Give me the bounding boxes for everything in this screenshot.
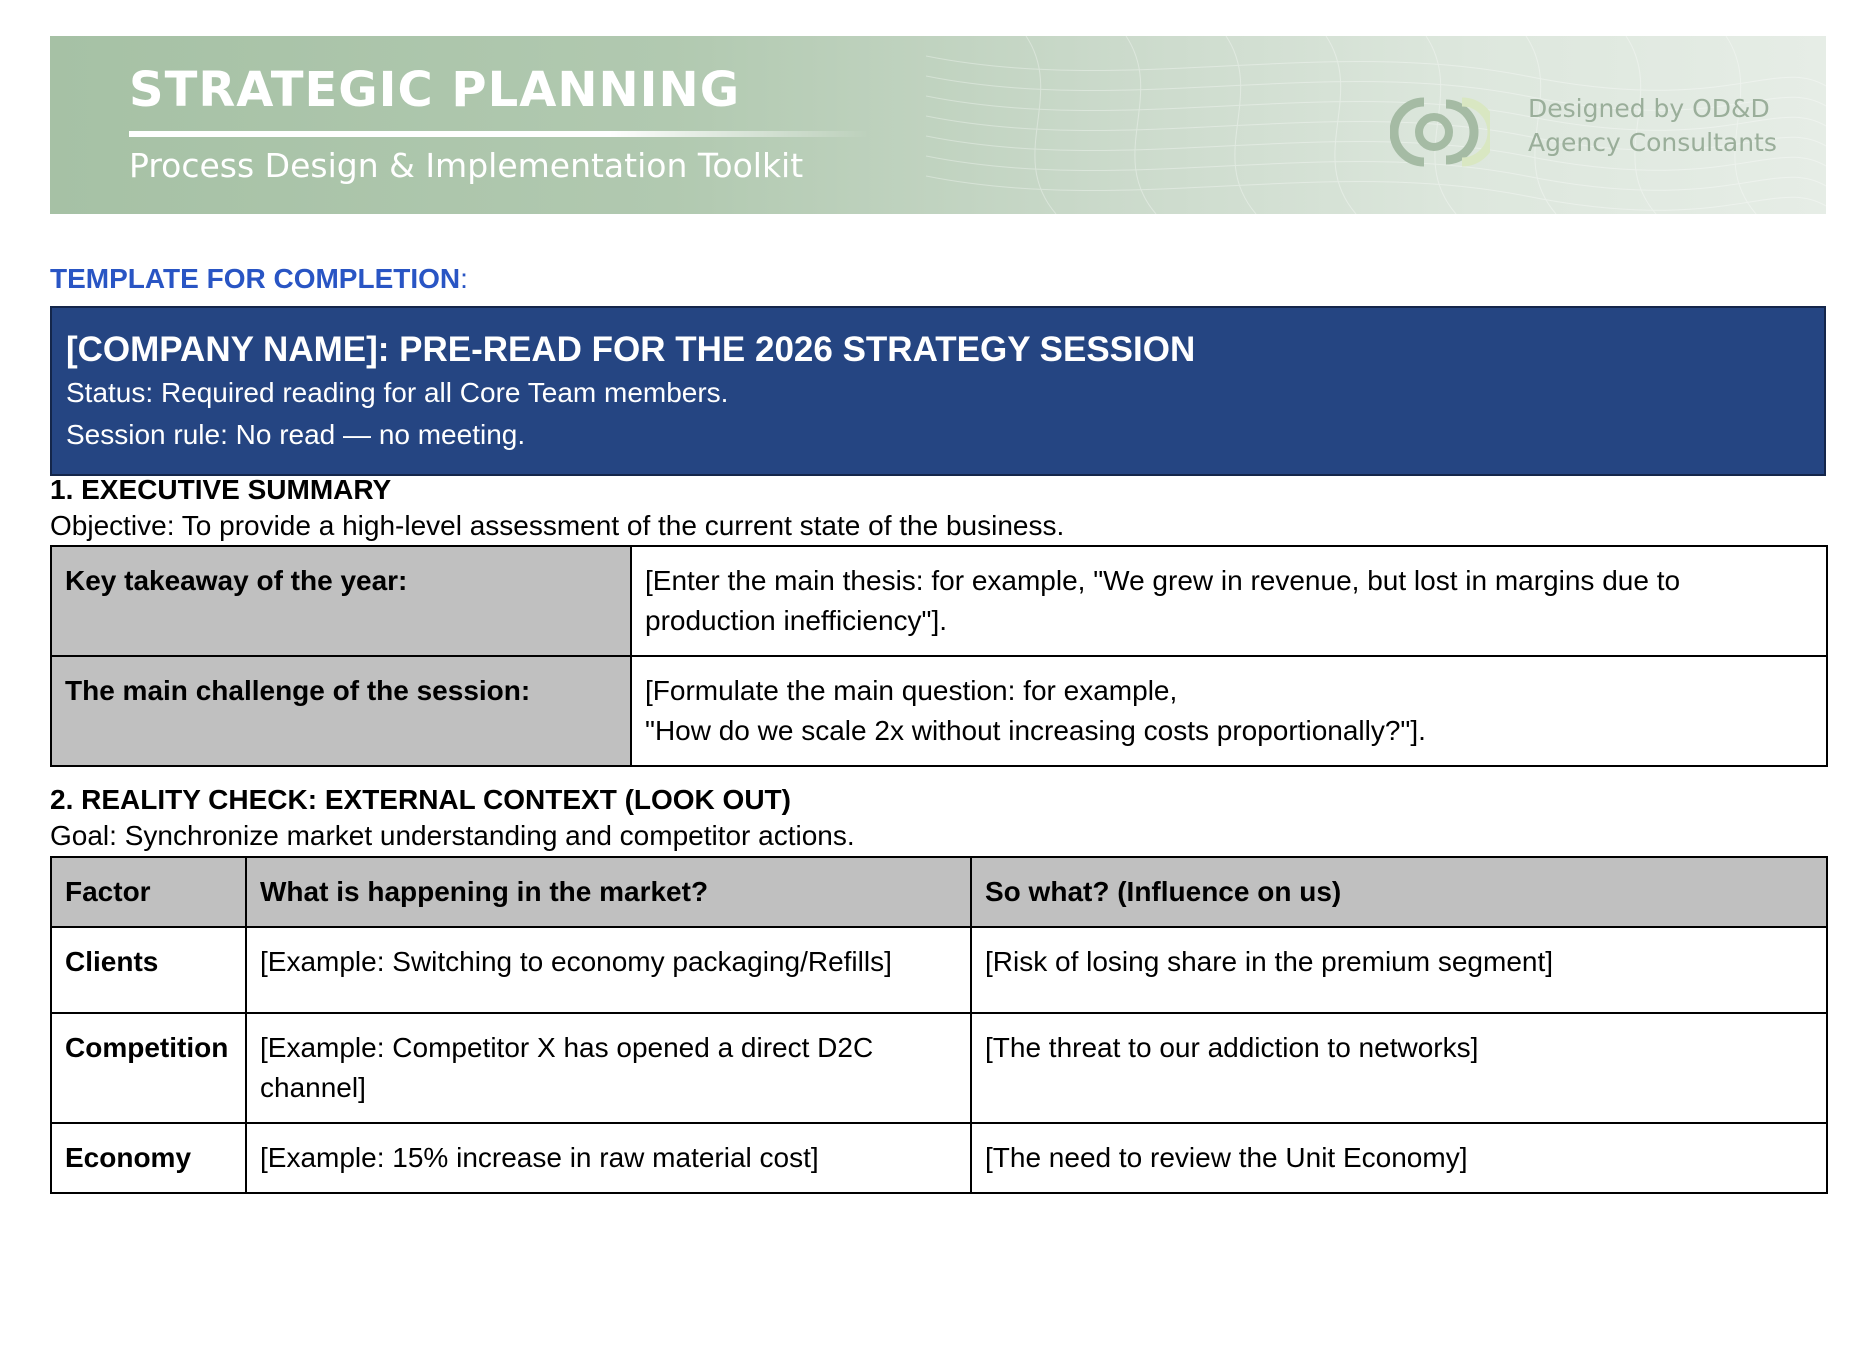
column-header-market: What is happening in the market? bbox=[246, 857, 971, 927]
document-status: Status: Required reading for all Core Team members. bbox=[66, 377, 729, 408]
section-2-heading: 2. REALITY CHECK: EXTERNAL CONTEXT (LOOK OUT) bbox=[50, 784, 791, 815]
document-header-box bbox=[50, 306, 1826, 476]
row-label: Key takeaway of the year: bbox=[51, 546, 631, 656]
row-value-line: [Formulate the main question: for example, bbox=[645, 675, 1178, 706]
market-cell[interactable]: [Example: Competitor X has opened a direct D2C channel] bbox=[246, 1013, 971, 1123]
banner-divider bbox=[129, 131, 869, 137]
table-row bbox=[51, 1123, 1827, 1193]
banner-subtitle: Process Design & Implementation Toolkit bbox=[129, 146, 804, 185]
document-title: [COMPANY NAME]: PRE-READ FOR THE 2026 STRATEGY SESSION bbox=[66, 330, 1196, 369]
factor-cell: Competition bbox=[51, 1013, 246, 1123]
credit-line-1: Designed by OD&D bbox=[1528, 94, 1770, 123]
market-cell[interactable]: [Example: Switching to economy packaging/Refills] bbox=[246, 927, 971, 1013]
table-header-row bbox=[51, 857, 1827, 927]
impact-cell[interactable]: [The need to review the Unit Economy] bbox=[971, 1123, 1827, 1193]
table-row bbox=[51, 546, 1827, 656]
impact-cell[interactable]: [Risk of losing share in the premium segment] bbox=[971, 927, 1827, 1013]
row-label: The main challenge of the session: bbox=[51, 656, 631, 766]
factor-cell: Economy bbox=[51, 1123, 246, 1193]
document-page bbox=[50, 36, 1826, 1173]
header-banner bbox=[50, 36, 1826, 214]
row-value-line: "How do we scale 2x without increasing costs proportionally?"]. bbox=[645, 715, 1426, 746]
impact-cell[interactable]: [The threat to our addiction to networks] bbox=[971, 1013, 1827, 1123]
row-value[interactable] bbox=[631, 656, 1827, 766]
odd-logo-icon bbox=[1390, 92, 1490, 172]
banner-credit bbox=[1528, 92, 1777, 160]
column-header-impact: So what? (Influence on us) bbox=[971, 857, 1827, 927]
reality-check-table bbox=[50, 856, 1828, 1194]
table-row bbox=[51, 1013, 1827, 1123]
section-1-heading: 1. EXECUTIVE SUMMARY bbox=[50, 474, 392, 505]
template-label bbox=[50, 263, 468, 295]
executive-summary-table bbox=[50, 545, 1828, 767]
table-row bbox=[51, 927, 1827, 1013]
section-1-subtitle: Objective: To provide a high-level assessment of the current state of the business. bbox=[50, 510, 1065, 541]
template-label-colon: : bbox=[460, 263, 468, 294]
banner-title: STRATEGIC PLANNING bbox=[129, 62, 741, 118]
session-rule: Session rule: No read — no meeting. bbox=[66, 419, 526, 450]
market-cell[interactable]: [Example: 15% increase in raw material cost] bbox=[246, 1123, 971, 1193]
section-2-subtitle: Goal: Synchronize market understanding and competitor actions. bbox=[50, 820, 855, 851]
template-label-text: TEMPLATE FOR COMPLETION bbox=[50, 263, 461, 294]
factor-cell: Clients bbox=[51, 927, 246, 1013]
table-row bbox=[51, 656, 1827, 766]
row-value[interactable]: [Enter the main thesis: for example, "We grew in revenue, but lost in margins due to production inefficiency"]. bbox=[631, 546, 1827, 656]
credit-line-2: Agency Consultants bbox=[1528, 128, 1777, 157]
column-header-factor: Factor bbox=[51, 857, 246, 927]
